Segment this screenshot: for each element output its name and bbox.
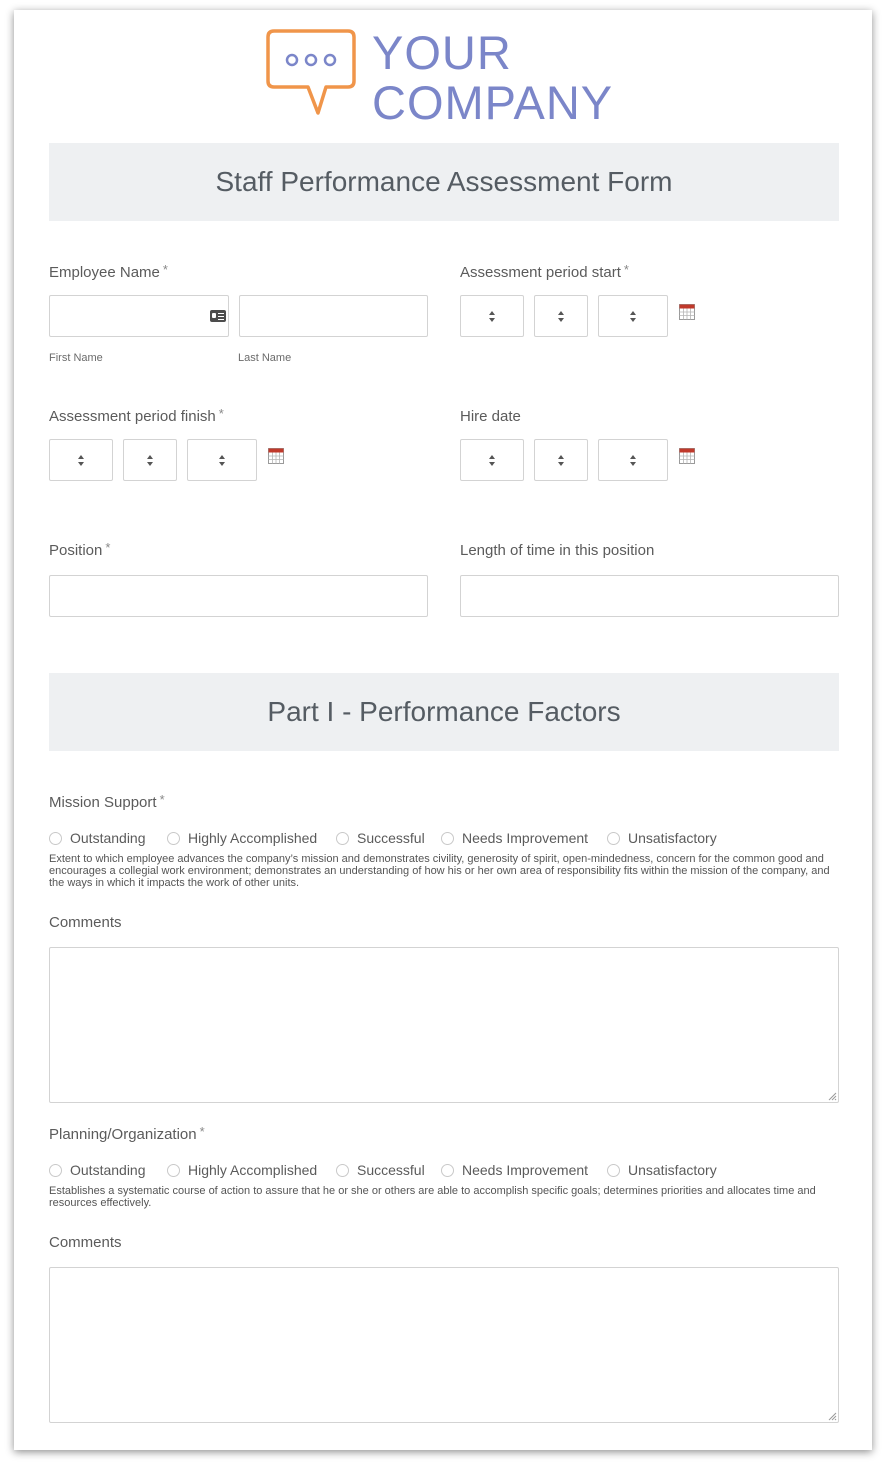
comments-label: Comments: [49, 914, 122, 931]
logo-line-2: COMPANY: [372, 76, 614, 129]
required-asterisk: *: [623, 262, 629, 277]
rating-option-needs-improvement[interactable]: Needs Improvement: [441, 1162, 588, 1178]
first-name-input[interactable]: [50, 296, 228, 336]
section-title: Part I - Performance Factors: [267, 696, 621, 727]
required-asterisk: *: [218, 406, 224, 421]
planning-organization-comments-textarea[interactable]: [49, 1267, 839, 1423]
rating-option-outstanding[interactable]: Outstanding: [49, 830, 146, 846]
form-title: Staff Performance Assessment Form: [215, 166, 673, 197]
rating-option-highly-accomplished[interactable]: Highly Accomplished: [167, 1162, 317, 1178]
hire-day-select[interactable]: [534, 439, 588, 481]
radio-circle[interactable]: [607, 832, 620, 845]
hire-month-select[interactable]: [460, 439, 524, 481]
required-asterisk: *: [199, 1124, 205, 1139]
planning-organization-description: Establishes a systematic course of action to assure that he or she or others are able to accomplish specific goals; determines priorities and allocates time and resources effectively.: [49, 1185, 816, 1209]
rating-option-needs-improvement[interactable]: Needs Improvement: [441, 830, 588, 846]
calendar-icon[interactable]: [679, 448, 695, 464]
required-asterisk: *: [162, 262, 168, 277]
logo-text: [372, 28, 613, 128]
length-of-time-field[interactable]: [460, 575, 839, 617]
position-field[interactable]: [49, 575, 428, 617]
form-sheet: [14, 10, 872, 1450]
radio-circle[interactable]: [336, 832, 349, 845]
section-banner-part1: [49, 673, 839, 751]
position-input[interactable]: [50, 576, 427, 616]
rating-option-outstanding[interactable]: Outstanding: [49, 1162, 146, 1178]
position-label: Position *: [49, 540, 111, 559]
radio-circle[interactable]: [167, 1164, 180, 1177]
employee-name-label: Employee Name *: [49, 262, 168, 281]
finish-year-select[interactable]: [187, 439, 257, 481]
assessment-finish-label: Assessment period finish *: [49, 406, 224, 425]
rating-option-highly-accomplished[interactable]: Highly Accomplished: [167, 830, 317, 846]
planning-organization-label: Planning/Organization *: [49, 1124, 205, 1143]
last-name-field[interactable]: [239, 295, 428, 337]
first-name-field[interactable]: [49, 295, 229, 337]
resize-handle-icon[interactable]: [827, 1091, 837, 1101]
form-title-banner: [49, 143, 839, 221]
radio-circle[interactable]: [607, 1164, 620, 1177]
required-asterisk: *: [159, 792, 165, 807]
rating-option-unsatisfactory[interactable]: Unsatisfactory: [607, 1162, 717, 1178]
length-of-time-input[interactable]: [461, 576, 838, 616]
mission-support-comments-textarea[interactable]: [49, 947, 839, 1103]
radio-circle[interactable]: [441, 832, 454, 845]
radio-circle[interactable]: [167, 832, 180, 845]
id-card-icon: [210, 310, 226, 322]
rating-option-unsatisfactory[interactable]: Unsatisfactory: [607, 830, 717, 846]
radio-circle[interactable]: [49, 832, 62, 845]
hire-date-label: Hire date: [460, 408, 521, 425]
calendar-icon[interactable]: [268, 448, 284, 464]
calendar-icon[interactable]: [679, 304, 695, 320]
start-year-select[interactable]: [598, 295, 668, 337]
planning-rating-group: [49, 1162, 809, 1182]
logo-line-1: YOUR: [372, 26, 512, 79]
last-name-sublabel: Last Name: [238, 352, 292, 364]
chat-bubble-icon: [266, 28, 358, 120]
rating-option-successful[interactable]: Successful: [336, 1162, 425, 1178]
first-name-sublabel: First Name: [49, 352, 103, 364]
radio-circle[interactable]: [49, 1164, 62, 1177]
radio-circle[interactable]: [441, 1164, 454, 1177]
rating-option-successful[interactable]: Successful: [336, 830, 425, 846]
mission-support-rating-group: [49, 830, 809, 850]
hire-year-select[interactable]: [598, 439, 668, 481]
assessment-start-label: Assessment period start *: [460, 262, 629, 281]
start-month-select[interactable]: [460, 295, 524, 337]
finish-month-select[interactable]: [49, 439, 113, 481]
radio-circle[interactable]: [336, 1164, 349, 1177]
last-name-input[interactable]: [240, 296, 427, 336]
resize-handle-icon[interactable]: [827, 1411, 837, 1421]
required-asterisk: *: [105, 540, 111, 555]
comments-label: Comments: [49, 1234, 122, 1251]
mission-support-description: Extent to which employee advances the company’s mission and demonstrates civility, generosity of spirit, open-mindedness, concern for the common good and encourages a collegial work environment; demonstrates an understanding of how his or her own area of responsibility fits within the mission of the company, and the ways in which it impacts the work of other units.: [49, 853, 830, 889]
start-day-select[interactable]: [534, 295, 588, 337]
mission-support-label: Mission Support *: [49, 792, 165, 811]
company-logo: [266, 28, 626, 128]
length-of-time-label: Length of time in this position: [460, 542, 655, 559]
finish-day-select[interactable]: [123, 439, 177, 481]
